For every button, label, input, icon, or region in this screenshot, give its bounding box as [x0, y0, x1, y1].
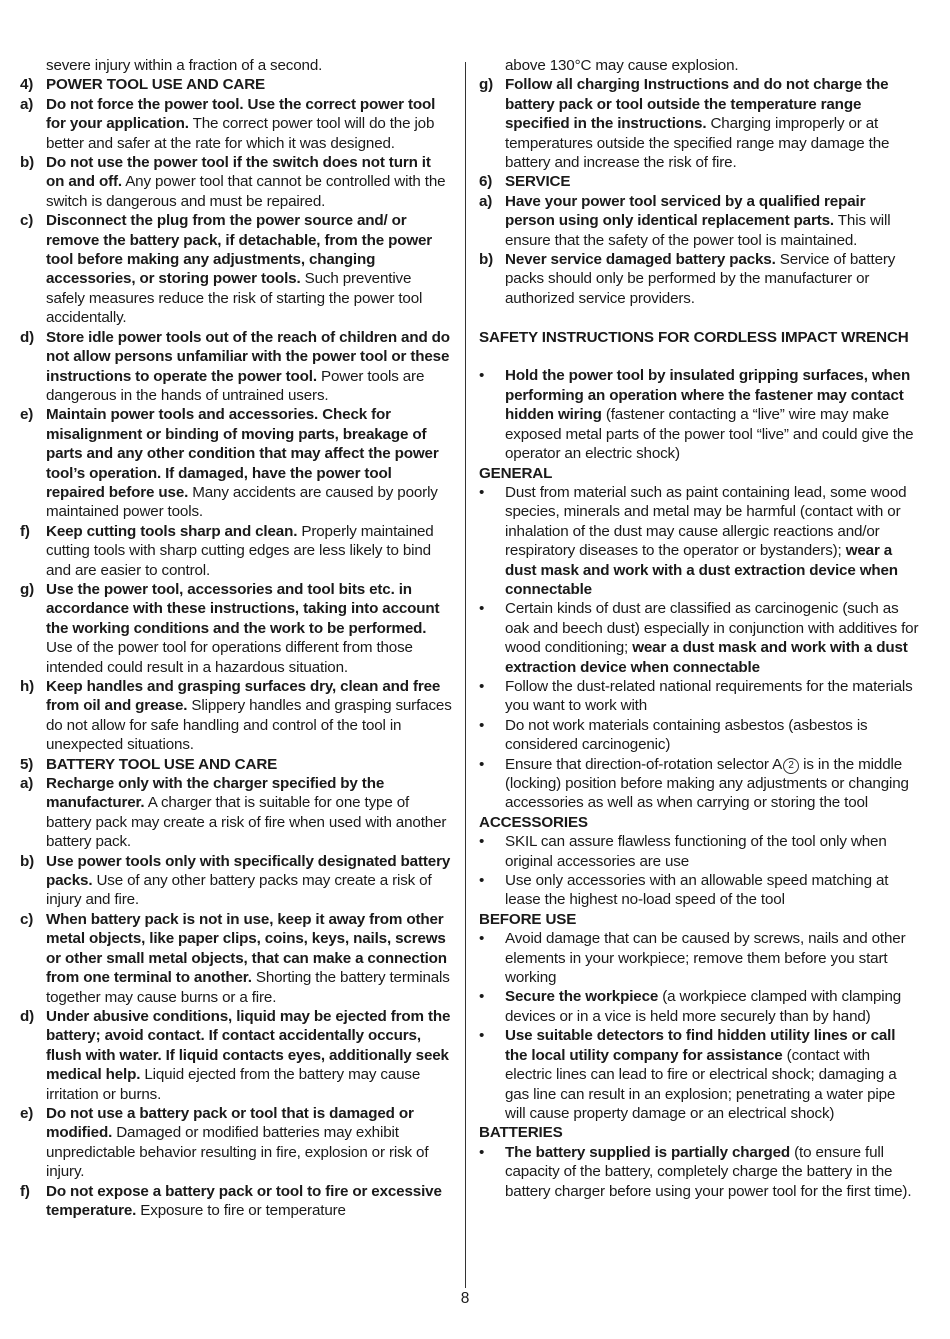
bullet-before-use-2: • Secure the workpiece (a workpiece clamped with clamping devices or in a vice is held more securely than by hand): [479, 987, 919, 1026]
list-item-4b: b) Do not use the power tool if the switch does not turn it on and off. Any power tool that cannot be controlled with the switch is dangerous and must be repaired.: [20, 154, 446, 210]
bullet-accessories-2: • Use only accessories with an allowable speed matching at lease the highest no-load speed of the tool: [479, 871, 919, 910]
list-item-5d: d) Under abusive conditions, liquid may be ejected from the battery; avoid contact. If contact accidentally occurs, flush with water. If liquid contacts eyes, additionally seek medical help. Liquid ejected from the battery may cause irritation or burns.: [20, 1007, 451, 1103]
list-item-4d: d) Store idle power tools out of the reach of children and do not allow persons unfamiliar with the power tool or these instructions to operate the power tool. Power tools are dangerous in the hands of untrained users.: [20, 328, 450, 404]
bullet-before-use-3: • Use suitable detectors to find hidden utility lines or call the local utility company for assistance (contact with electric lines can lead to fire or electrical shock; damaging a gas line can result in an explosion; penetrating a water pipe will cause property damage or an electrical shock): [479, 1026, 919, 1123]
list-item-4g: g) Use the power tool, accessories and tool bits etc. in accordance with these instructions, taking into account the working conditions and the work to be performed. Use of the power tool for operations different from those intended could result in a hazardous situation.: [20, 580, 440, 676]
list-item-6b: b) Never service damaged battery packs. Service of battery packs should only be performed by the manufacturer or authorized service providers.: [479, 251, 896, 307]
right-column: [479, 56, 919, 1201]
bullet-hold-tool: • Hold the power tool by insulated gripping surfaces, when performing an operation where the fastener may contact hidden wiring (fastener contacting a “live” wire may make exposed metal parts of the power tool “live” and could give the operator an electric shock): [479, 366, 919, 463]
circled-number-2: 2: [783, 758, 799, 774]
column-divider: [465, 62, 466, 1288]
bullet-general-2: • Certain kinds of dust are classified as carcinogenic (such as oak and beech dust) especially in conjunction with additives for wood conditioning; wear a dust mask and work with a dust extraction device when connectable: [479, 599, 919, 677]
list-item-5c: c) When battery pack is not in use, keep it away from other metal objects, like paper clips, coins, keys, nails, screws or other small metal objects, that can make a connection from one terminal to another. Shorting the battery terminals together may cause burns or a fire.: [20, 910, 450, 1006]
left-column: [20, 56, 452, 1220]
bullet-accessories-1: • SKIL can assure flawless functioning of the tool only when original accessories are use: [479, 832, 919, 871]
list-item-5g: g) Follow all charging Instructions and do not charge the battery pack or tool outside the temperature range specified in the instructions. Charging improperly or at temperatures outside the specified range may damage the battery and increase the risk of fire.: [479, 76, 890, 172]
bullet-general-4: • Do not work materials containing asbestos (asbestos is considered carcinogenic): [479, 716, 919, 755]
section-heading-service: 6) SERVICE: [479, 173, 571, 191]
bullet-general-1: • Dust from material such as paint containing lead, some wood species, minerals and metal may be harmful (contact with or inhalation of the dust may cause allergic reactions and/or respiratory diseases to the operator or bystanders); wear a dust mask and work with a dust extraction device when connectable: [479, 483, 919, 599]
list-item-4c: c) Disconnect the plug from the power source and/ or remove the battery pack, if detachable, from the power tool before making any adjustments, changing accessories, or storing power tools. Such preventive safely measures reduce the risk of starting the power tool accidentally.: [20, 212, 433, 327]
bullet-general-3: • Follow the dust-related national requirements for the materials you want to work with: [479, 677, 919, 716]
bullet-before-use-1: • Avoid damage that can be caused by screws, nails and other elements in your workpiece; remove them before you start working: [479, 929, 919, 987]
list-item-5a: a) Recharge only with the charger specified by the manufacturer. A charger that is suitable for one type of battery pack may create a risk of fire when used with another battery pack.: [20, 775, 447, 851]
section-heading-battery-tool-use: 5) BATTERY TOOL USE AND CARE: [20, 755, 278, 773]
list-item-6a: a) Have your power tool serviced by a qualified repair person using only identical replacement parts. This will ensure that the safety of the power tool is maintained.: [479, 192, 891, 249]
section-heading-power-tool-use: 4) POWER TOOL USE AND CARE: [20, 76, 266, 94]
general-heading: GENERAL: [479, 464, 553, 482]
list-item-5f: f) Do not expose a battery pack or tool to fire or excessive temperature. Exposure to fire or temperature: [20, 1182, 442, 1219]
continuation-text: severe injury within a fraction of a second.: [46, 57, 323, 74]
bullet-general-5: • Ensure that direction-of-rotation selector A 2 is in the middle (locking) position before making any adjustments or changing accessories as well as when carrying or storing the tool: [479, 755, 919, 813]
safety-instructions-title: SAFETY INSTRUCTIONS FOR CORDLESS IMPACT WRENCH: [479, 328, 909, 346]
list-item-5b: b) Use power tools only with specifically designated battery packs. Use of any other battery packs may create a risk of injury and fire.: [20, 852, 451, 909]
continuation-text: above 130°C may cause explosion.: [505, 57, 739, 74]
bullet-batteries-1: • The battery supplied is partially charged (to ensure full capacity of the battery, completely charge the battery in the battery charger before using your power tool for the first time).: [479, 1143, 919, 1201]
list-item-5e: e) Do not use a battery pack or tool that is damaged or modified. Damaged or modified batteries may exhibit unpredictable behavior resulting in fire, explosion or risk of injury.: [20, 1104, 429, 1181]
list-item-4e: e) Maintain power tools and accessories. Check for misalignment or binding of moving parts, breakage of parts and any other condition that may affect the power tool’s operation. If damaged, have the power tool repaired before use. Many accidents are caused by poorly maintained power tools.: [20, 406, 439, 521]
page-number: 8: [460, 1290, 470, 1307]
accessories-heading: ACCESSORIES: [479, 813, 588, 831]
before-use-heading: BEFORE USE: [479, 910, 577, 928]
list-item-4a: a) Do not force the power tool. Use the correct power tool for your application. The correct power tool will do the job better and safer at the rate for which it was designed.: [20, 95, 436, 152]
list-item-4h: h) Keep handles and grasping surfaces dry, clean and free from oil and grease. Slippery handles and grasping surfaces do not allow for safe handling and control of the tool in unexpected situations.: [20, 678, 452, 754]
batteries-heading: BATTERIES: [479, 1124, 563, 1142]
list-item-4f: f) Keep cutting tools sharp and clean. Properly maintained cutting tools with sharp cutting edges are less likely to bind and are easier to control.: [20, 522, 434, 579]
